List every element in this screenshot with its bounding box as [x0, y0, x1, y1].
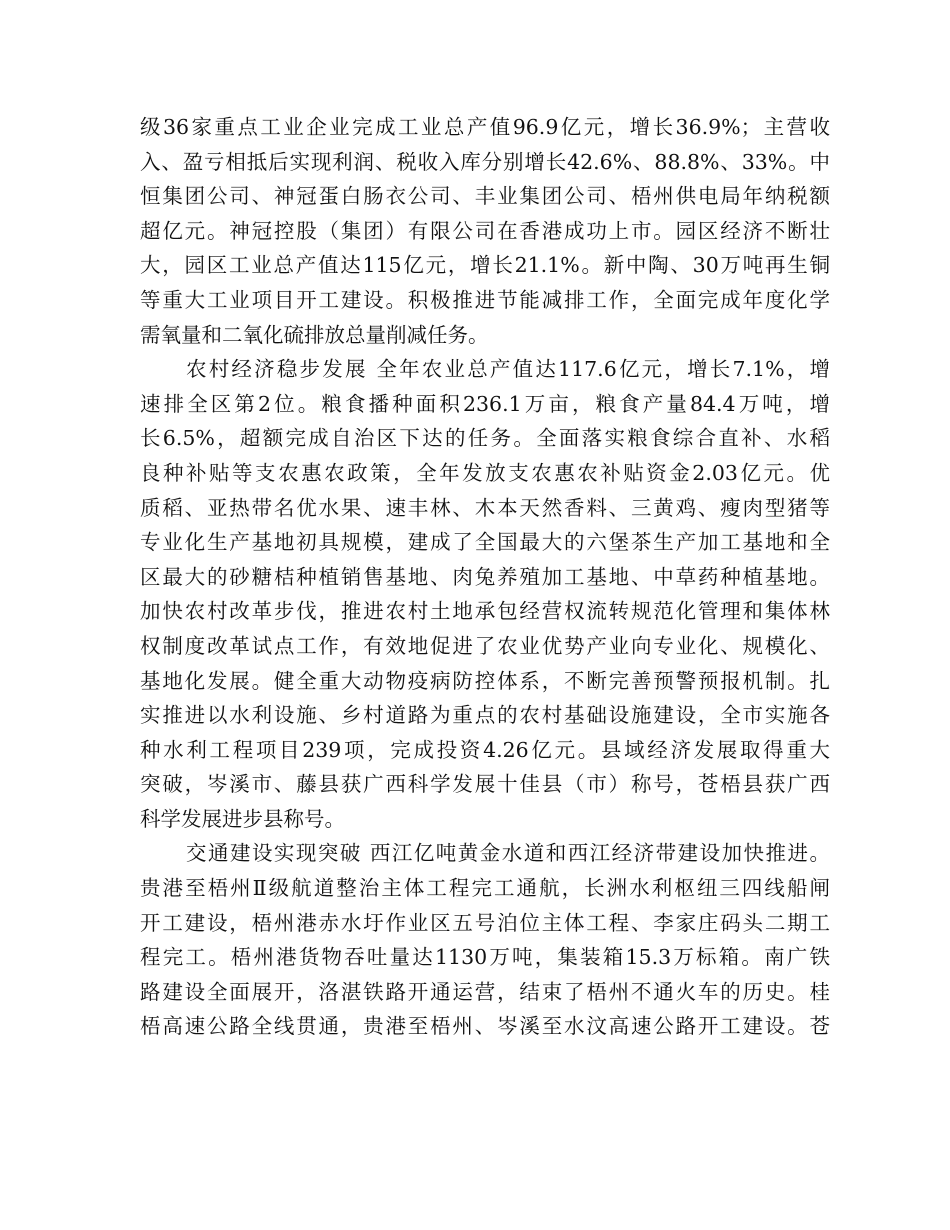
- text-line: 级36家重点工业企业完成工业总产值96.9亿元，增长36.9%；主营收: [140, 115, 830, 139]
- text-line: 质稻、亚热带名优水果、速丰林、木本天然香料、三黄鸡、瘦肉型猪等: [140, 495, 830, 520]
- text-line: 超亿元。神冠控股（集团）有限公司在香港成功上市。园区经济不断壮: [140, 218, 830, 243]
- text-line: 基地化发展。健全重大动物疫病防控体系，不断完善预警预报机制。扎: [140, 668, 830, 693]
- text-line: 科学发展进步县称号。: [140, 806, 345, 831]
- text-line: 权制度改革试点工作，有效地促进了农业优势产业向专业化、规模化、: [140, 633, 830, 658]
- text-line: 区最大的砂糖桔种植销售基地、肉兔养殖加工基地、中草药种植基地。: [140, 564, 830, 589]
- document-body: [140, 110, 830, 1044]
- text-line: 加快农村改革步伐，推进农村土地承包经营权流转规范化管理和集体林: [140, 599, 830, 624]
- text-line: 种水利工程项目239项，完成投资4.26亿元。县域经济发展取得重大: [140, 737, 830, 762]
- text-line: 良种补贴等支农惠农政策，全年发放支农惠农补贴资金2.03亿元。优: [140, 460, 830, 485]
- text-line: 开工建设，梧州港赤水圩作业区五号泊位主体工程、李家庄码头二期工: [140, 910, 830, 935]
- text-line: 恒集团公司、神冠蛋白肠衣公司、丰业集团公司、梧州供电局年纳税额: [140, 184, 830, 209]
- text-line: 速排全区第2位。粮食播种面积236.1万亩，粮食产量84.4万吨，增: [140, 391, 830, 416]
- text-line: 实推进以水利设施、乡村道路为重点的农村基础设施建设，全市实施各: [140, 703, 830, 728]
- text-line: 梧高速公路全线贯通，贵港至梧州、岑溪至水汶高速公路开工建设。苍: [140, 1014, 830, 1039]
- text-line: 程完工。梧州港货物吞吐量达1130万吨，集装箱15.3万标箱。南广铁: [140, 945, 830, 970]
- text-line: 需氧量和二氧化硫排放总量削减任务。: [140, 322, 489, 347]
- text-line: 专业化生产基地初具规模，建成了全国最大的六堡茶生产加工基地和全: [140, 530, 830, 555]
- text-line: 等重大工业项目开工建设。积极推进节能减排工作，全面完成年度化学: [140, 287, 830, 312]
- text-line: 长6.5%，超额完成自治区下达的任务。全面落实粮食综合直补、水稻: [140, 426, 830, 451]
- text-line: 贵港至梧州Ⅱ级航道整治主体工程完工通航，长洲水利枢纽三四线船闸: [140, 876, 830, 901]
- text-line: 路建设全面展开，洛湛铁路开通运营，结束了梧州不通火车的历史。桂: [140, 979, 830, 1004]
- text-line: 大，园区工业总产值达115亿元，增长21.1%。新中陶、30万吨再生铜: [140, 253, 830, 278]
- text-line: 突破，岑溪市、藤县获广西科学发展十佳县（市）称号，苍梧县获广西: [140, 772, 830, 797]
- text-line: 交通建设实现突破 西江亿吨黄金水道和西江经济带建设加快推进。: [186, 841, 830, 866]
- text-line: 农村经济稳步发展 全年农业总产值达117.6亿元，增长7.1%，增: [186, 357, 830, 382]
- text-line: 入、盈亏相抵后实现利润、税收入库分别增长42.6%、88.8%、33%。中: [140, 149, 830, 174]
